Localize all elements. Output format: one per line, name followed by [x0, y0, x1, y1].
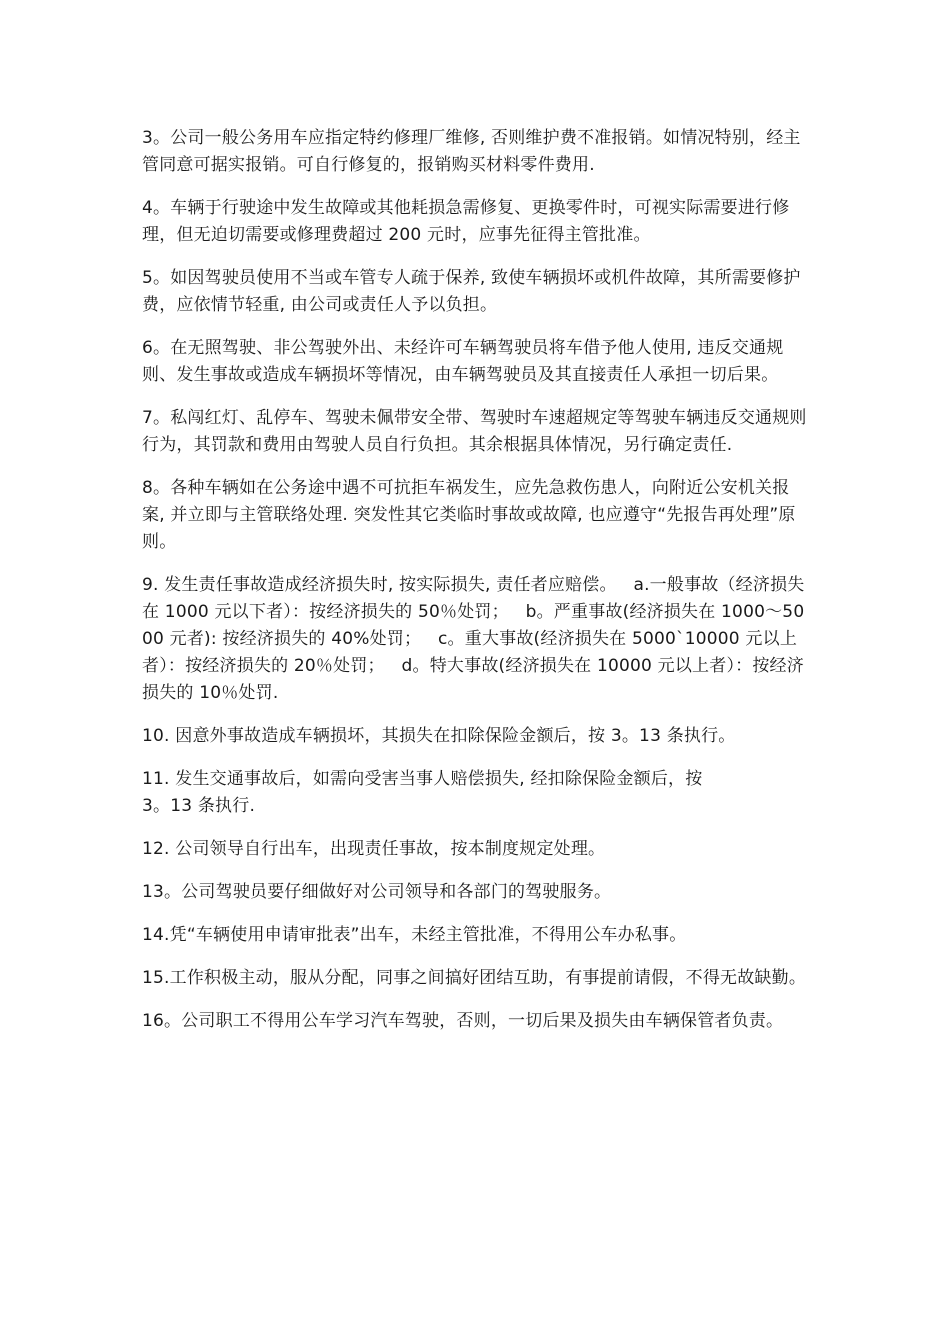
rule-paragraph-4: 4。车辆于行驶途中发生故障或其他耗损急需修复、更换零件时，可视实际需要进行修理，但无迫切需要或修理费超过 200 元时，应事先征得主管批准。 [142, 198, 790, 245]
rule-paragraph-9: 9. 发生责任事故造成经济损失时, 按实际损失, 责任者应赔偿。 a.一般事故（经济损失在 1000 元以下者）：按经济损失的 50％处罚； b。严重事故(经济损失在 1000～5000 元者): 按经济损失的 40%处罚； c。重大事故(经济损失在 5000ˋ10000 元以上者）：按经济损失的 20％处罚； d。特大事故(经济损失在 10000 元以上者）：按经济损失的 10％处罚. [142, 575, 805, 703]
rule-paragraph-15: 15.工作积极主动，服从分配，同事之间搞好团结互助，有事提前请假，不得无故缺勤。 [142, 968, 807, 988]
rule-paragraph-13: 13。公司驾驶员要仔细做好对公司领导和各部门的驾驶服务。 [142, 882, 612, 902]
rule-paragraph-5: 5。如因驾驶员使用不当或车管专人疏于保养, 致使车辆损坏或机件故障，其所需要修护费，应依情节轻重, 由公司或责任人予以负担。 [142, 268, 801, 315]
rule-paragraph-16: 16。公司职工不得用公车学习汽车驾驶，否则，一切后果及损失由车辆保管者负责。 [142, 1011, 784, 1031]
rule-paragraph-6: 6。在无照驾驶、非公驾驶外出、未经许可车辆驾驶员将车借予他人使用, 违反交通规则、发生事故或造成车辆损坏等情况，由车辆驾驶员及其直接责任人承担一切后果。 [142, 338, 784, 385]
rule-paragraph-10: 10. 因意外事故造成车辆损坏，其损失在扣除保险金额后，按 3。13 条执行。 [142, 726, 736, 746]
document-body [142, 125, 812, 1051]
rule-paragraph-14: 14.凭“车辆使用申请审批表”出车，未经主管批准，不得用公车办私事。 [142, 925, 687, 945]
rule-paragraph-3: 3。公司一般公务用车应指定特约修理厂维修, 否则维护费不准报销。如情况特别，经主管同意可据实报销。可自行修复的，报销购买材料零件费用. [142, 128, 801, 175]
rule-paragraph-12: 12. 公司领导自行出车，出现责任事故，按本制度规定处理。 [142, 839, 606, 859]
rule-paragraph-7: 7。私闯红灯、乱停车、驾驶未佩带安全带、驾驶时车速超规定等驾驶车辆违反交通规则行为，其罚款和费用由驾驶人员自行负担。其余根据具体情况，另行确定责任. [142, 408, 807, 455]
rule-paragraph-11: 11. 发生交通事故后，如需向受害当事人赔偿损失, 经扣除保险金额后，按 3。13 条执行. [142, 769, 703, 816]
rule-paragraph-8: 8。各种车辆如在公务途中遇不可抗拒车祸发生，应先急救伤患人，向附近公安机关报案, 并立即与主管联络处理. 突发性其它类临时事故或故障, 也应遵守“先报告再处理”原则。 [142, 478, 796, 552]
